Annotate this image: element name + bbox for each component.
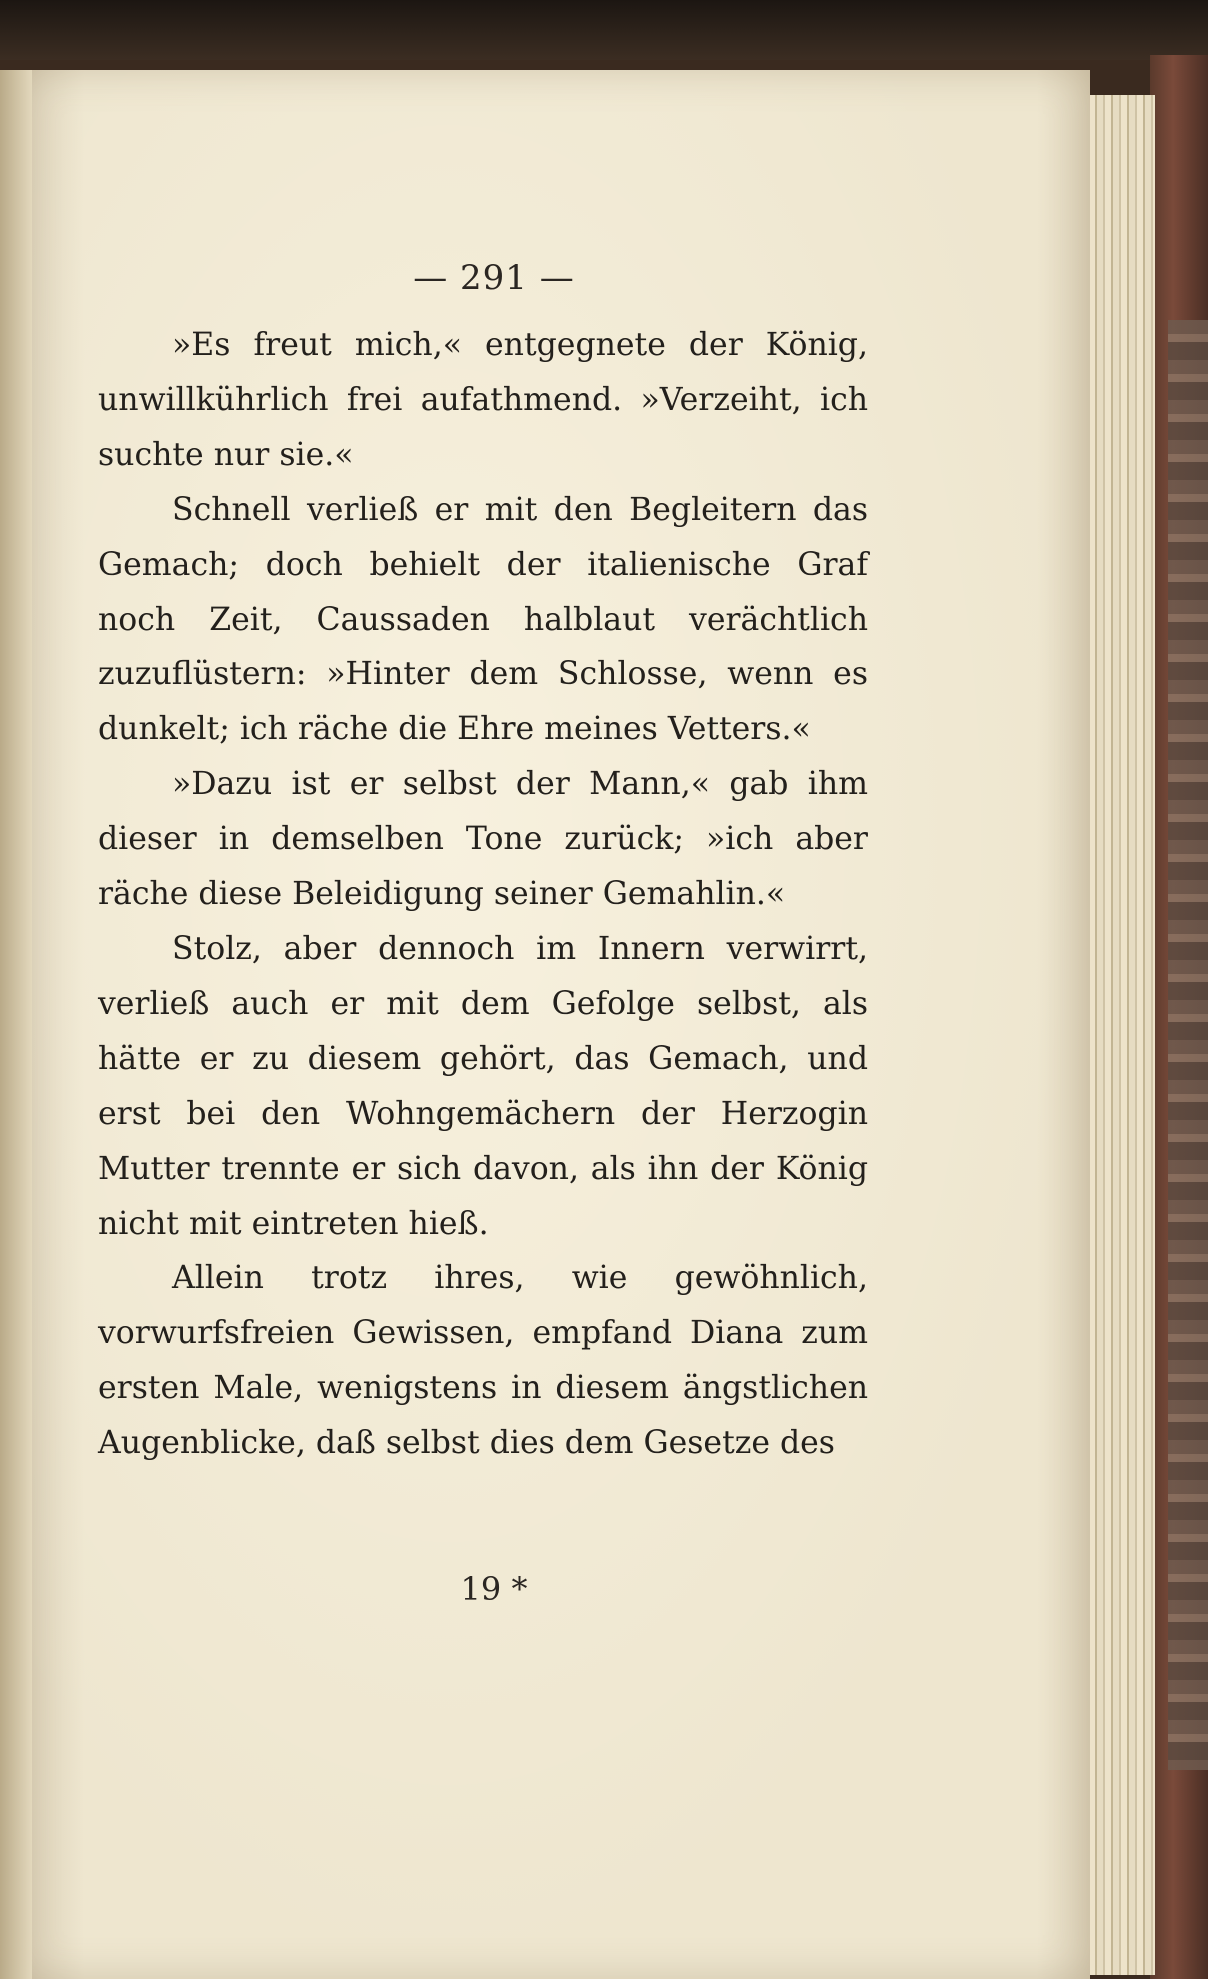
page-gutter [0,70,32,1979]
paragraph: »Es freut mich,« entgegnete der König, unwillkührlich frei aufathmend. »Verzeiht, ich suchte nur sie.« [98,327,868,473]
paragraph: »Dazu ist er selbst der Mann,« gab ihm dieser in demselben Tone zurück; »ich aber räche diese Beleidigung seiner Gemahlin.« [98,766,868,913]
page-number: — 291 — [413,258,575,298]
paragraph: Allein trotz ihres, wie gewöhnlich, vorwurfsfreien Gewissen, empfand Diana zum ersten Male, wenigstens in diesem ängstlichen Augenblicke, daß selbst dies dem Gesetze des [98,1260,868,1462]
book-cover-binding [1168,320,1208,1770]
scan-background-top [0,0,1208,60]
page-body-text [98,318,868,1471]
paragraph: Schnell verließ er mit den Begleitern das Gemach; doch behielt der italienische Graf noch Zeit, Caussaden halblaut verächtlich zuzuflüstern: »Hinter dem Schlosse, wenn es dunkelt; ich räche die Ehre meines Vetters.« [98,491,868,748]
signature-mark: 19 * [460,1570,528,1608]
paragraph: Stolz, aber dennoch im Innern verwirrt, verließ auch er mit dem Gefolge selbst, als hätte er zu diesem gehört, das Gemach, und erst bei den Wohngemächern der Herzogin Mutter trennte er sich davon, als ihn der König nicht mit eintreten hieß. [98,930,868,1242]
